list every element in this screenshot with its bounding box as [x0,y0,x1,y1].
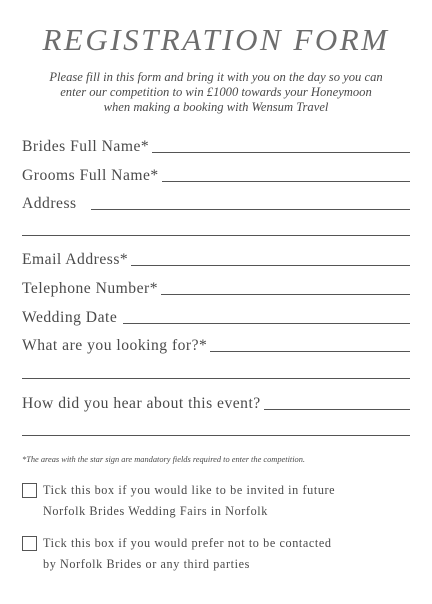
heard-about-field [22,391,410,413]
no-contact-option-text [43,533,332,575]
grooms-name-label: Grooms Full Name* [22,167,159,184]
wedding-date-field [22,305,410,327]
no-contact-option-line: by Norfolk Brides or any third parties [43,557,250,571]
address-input-line[interactable] [91,194,410,210]
address-field [22,191,410,213]
no-contact-option-line: Tick this box if you would prefer not to be contacted [43,536,332,550]
invite-option-text [43,480,335,522]
telephone-input-line[interactable] [161,279,410,295]
brides-name-label: Brides Full Name* [22,138,150,155]
heard-about-extra-line[interactable] [22,435,410,436]
intro-line: enter our competition to win £1000 towards your Honeymoon [60,85,372,99]
looking-for-input-line[interactable] [210,336,410,352]
telephone-label: Telephone Number* [22,280,159,297]
wedding-date-label: Wedding Date [22,309,118,326]
email-input-line[interactable] [131,250,410,266]
mandatory-note: *The areas with the star sign are mandatory fields required to enter the competition. [22,455,306,464]
invite-checkbox[interactable] [22,483,37,498]
grooms-name-field [22,163,410,185]
intro-line: when making a booking with Wensum Travel [103,100,329,114]
intro-text [20,70,412,115]
tick-option-invite [22,482,414,522]
address-extra-line[interactable] [22,235,410,236]
email-field [22,247,410,269]
wedding-date-input-line[interactable] [123,308,410,324]
looking-for-field [22,333,410,355]
invite-option-line: Norfolk Brides Wedding Fairs in Norfolk [43,504,268,518]
telephone-field [22,276,410,298]
intro-line: Please fill in this form and bring it with you on the day so you can [49,70,383,84]
brides-name-field [22,134,410,156]
tick-option-no-contact [22,535,414,575]
brides-name-input-line[interactable] [152,137,410,153]
address-label: Address [22,195,77,212]
heard-about-input-line[interactable] [264,394,410,410]
no-contact-checkbox[interactable] [22,536,37,551]
invite-option-line: Tick this box if you would like to be invited in future [43,483,336,497]
grooms-name-input-line[interactable] [162,166,410,182]
looking-for-extra-line[interactable] [22,378,410,379]
email-label: Email Address* [22,251,129,268]
looking-for-label: What are you looking for?* [22,337,208,354]
form-title: REGISTRATION FORM [42,22,390,57]
heard-about-label: How did you hear about this event? [22,395,261,412]
